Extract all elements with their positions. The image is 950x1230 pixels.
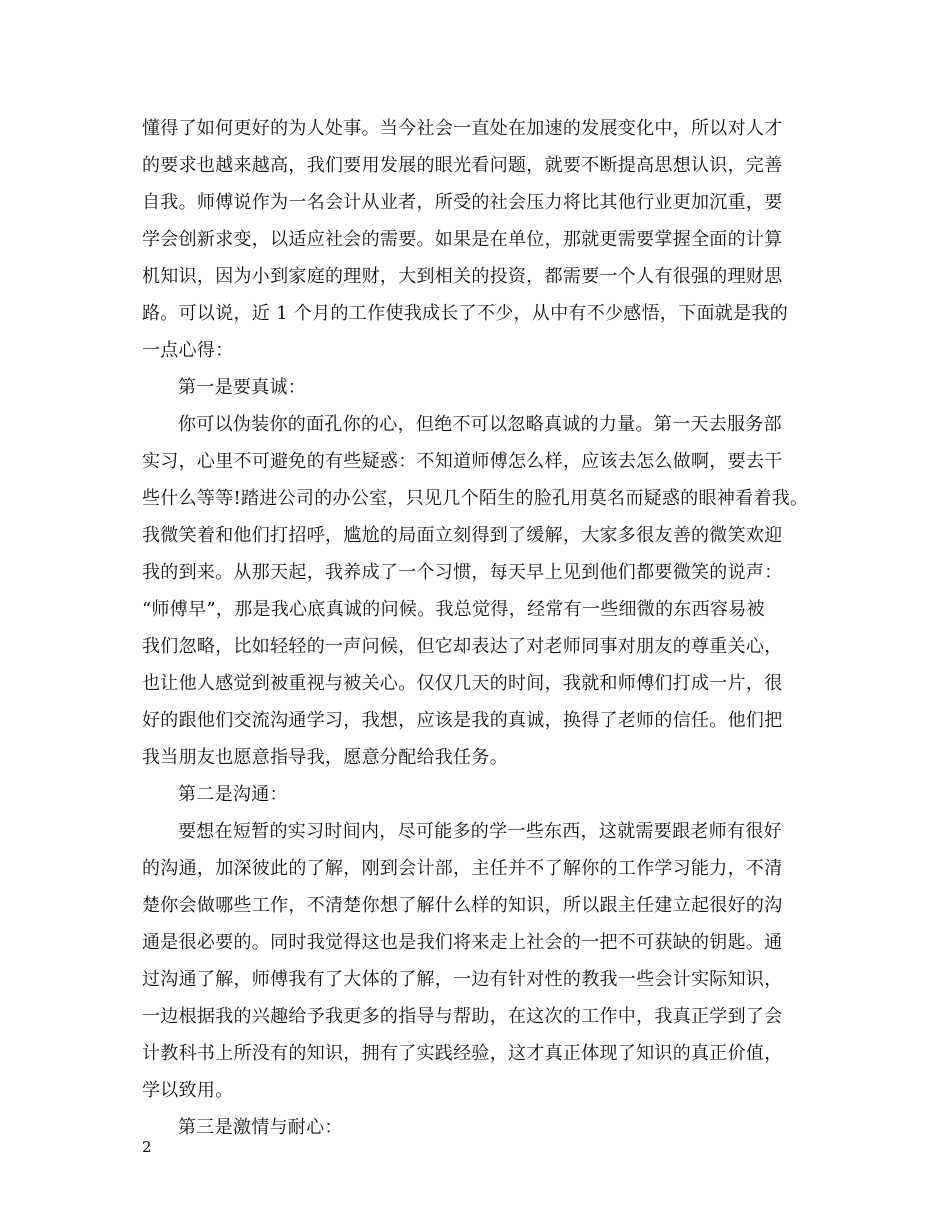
text-line: 机知识，因为小到家庭的理财，大到相关的投资，都需要一个人有很强的理财思: [142, 266, 783, 287]
text-line: 一点心得：: [142, 340, 234, 361]
section-heading: 第三是激情与耐心：: [178, 1117, 343, 1138]
text-line: 我们忽略，比如轻轻的一声问候，但它却表达了对老师同事对朋友的尊重关心，: [142, 636, 783, 657]
section-heading: 第二是沟通：: [178, 784, 288, 805]
text-line: 计教科书上所没有的知识，拥有了实践经验，这才真正体现了知识的真正价值，: [142, 1043, 783, 1064]
text-line: 的沟通，加深彼此的了解，刚到会计部，主任并不了解你的工作学习能力，不清: [142, 858, 783, 879]
text-line: 好的跟他们交流沟通学习，我想，应该是我的真诚，换得了老师的信任。他们把: [142, 710, 783, 731]
text-line: 楚你会做哪些工作，不清楚你想了解什么样的知识，所以跟主任建立起很好的沟: [142, 895, 783, 916]
text-line: 自我。师傅说作为一名会计从业者，所受的社会压力将比其他行业更加沉重，要: [142, 192, 783, 213]
section-heading: 第一是要真诚：: [178, 377, 307, 398]
text-line: 一边根据我的兴趣给予我更多的指导与帮助，在这次的工作中，我真正学到了会: [142, 1006, 783, 1027]
text-line: 我的到来。从那天起，我养成了一个习惯，每天早上见到他们都要微笑的说声：: [142, 562, 783, 583]
page-number: 2: [142, 1138, 152, 1156]
text-line: 学会创新求变，以适应社会的需要。如果是在单位，那就更需要掌握全面的计算: [142, 229, 783, 250]
text-line: 要想在短暂的实习时间内，尽可能多的学一些东西，这就需要跟老师有很好: [178, 821, 782, 842]
text-line: 我微笑着和他们打招呼，尴尬的局面立刻得到了缓解，大家多很友善的微笑欢迎: [142, 525, 783, 546]
text-line: 学以致用。: [142, 1080, 234, 1101]
text-line: 懂得了如何更好的为人处事。当今社会一直处在加速的发展变化中，所以对人才: [142, 118, 783, 139]
text-line: 路。可以说，近 1 个月的工作使我成长了不少，从中有不少感悟，下面就是我的: [142, 303, 788, 324]
text-line: 我当朋友也愿意指导我，愿意分配给我任务。: [142, 747, 508, 768]
text-line: 你可以伪装你的面孔你的心，但绝不可以忽略真诚的力量。第一天去服务部: [178, 414, 782, 435]
text-line: “师傅早”，那是我心底真诚的问候。我总觉得，经常有一些细微的东西容易被: [142, 599, 765, 620]
text-line: 的要求也越来越高，我们要用发展的眼光看问题，就要不断提高思想认识，完善: [142, 155, 783, 176]
text-line: 些什么等等!踏进公司的办公室，只见几个陌生的脸孔用莫名而疑惑的眼神看着我。: [142, 488, 809, 509]
text-line: 过沟通了解，师傅我有了大体的了解，一边有针对性的教我一些会计实际知识，: [142, 969, 783, 990]
text-line: 也让他人感觉到被重视与被关心。仅仅几天的时间，我就和师傅们打成一片，很: [142, 673, 783, 694]
text-line: 实习，心里不可避免的有些疑惑：不知道师傅怎么样，应该去怎么做啊，要去干: [142, 451, 783, 472]
text-line: 通是很必要的。同时我觉得这也是我们将来走上社会的一把不可获缺的钥匙。通: [142, 932, 783, 953]
